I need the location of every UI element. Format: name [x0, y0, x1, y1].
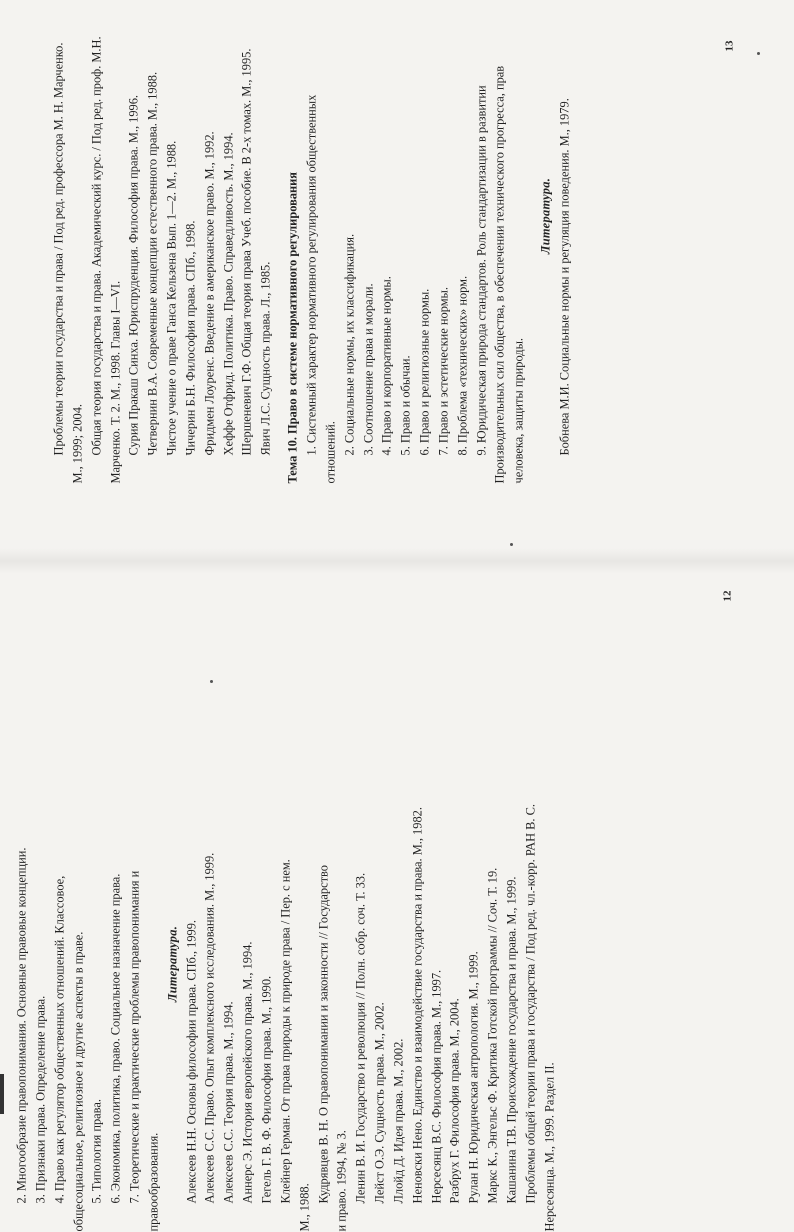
text-line: Лейст О.Э. Сущность права. М., 2002.: [371, 697, 390, 1232]
text-line: Аннерс Э. История европейского права. М., 1994.: [239, 697, 258, 1232]
literature-heading: Литература.: [163, 697, 182, 1232]
text-line: Алексеев Н.Н. Основы философии права. СПб., 1999.: [182, 697, 201, 1232]
text-line: Сурия Пракаш Синха. Юриспруденция. Философия права. М., 1996.: [125, 0, 144, 484]
spacer: [276, 0, 284, 484]
text-line: Ллойд Д. Идея права. М., 2002.: [389, 697, 408, 1232]
text-line: человека, защиты природы.: [510, 0, 529, 484]
scan-speck: [510, 543, 513, 546]
page-number-right: 13: [724, 41, 736, 52]
text-line: Чистое учение о праве Ганса Кельзена Вып. 1—2. М., 1988.: [163, 0, 182, 484]
right-page-text: [50, 0, 794, 484]
text-line: Четвернин В.А. Современные концепции естественного права. М., 1988.: [144, 0, 163, 484]
text-line: Алексеев С.С. Право. Опыт комплексного исследования. М., 1999.: [201, 697, 220, 1232]
text-line: Проблемы общей теории права и государства / Под ред. чл.-корр. РАН В. С.: [521, 697, 540, 1232]
text-line: 6. Право и религиозные нормы.: [416, 0, 435, 484]
text-line: М., 1988.: [295, 697, 314, 1232]
text-line: 5. Типология права.: [88, 697, 107, 1232]
page-number-left: 12: [722, 591, 734, 602]
text-line: Нерсесянца. М., 1999. Раздел II.: [540, 697, 559, 1232]
scan-edge-mark: [0, 1074, 4, 1114]
spacer: [529, 0, 537, 484]
text-line: Гегель Г. В. Ф. Философия права. М., 1990.: [257, 697, 276, 1232]
scan-speck: [210, 680, 213, 683]
literature-heading: Литература.: [537, 0, 556, 484]
text-line: 4. Право и корпоративные нормы.: [378, 0, 397, 484]
text-line: Марченко. Т. 2. М., 1998. Главы I—VI.: [106, 0, 125, 484]
text-line: 2. Многообразие правопонимания. Основные правовые концепции.: [13, 697, 32, 1232]
text-line: Кудрявцев В. Н. О правопонимании и законности // Государство: [314, 697, 333, 1232]
left-page-text: [13, 697, 793, 1232]
topic-heading: Тема 10. Право в системе нормативного регулирования: [284, 0, 303, 484]
text-line: Кашанина Т.В. Происхождение государства и права. М., 1999.: [502, 697, 521, 1232]
text-line: Явич Л.С. Сущность права. Л., 1985.: [257, 0, 276, 484]
text-line: правообразования.: [144, 697, 163, 1232]
text-line: 4. Право как регулятор общественных отношений. Классовое,: [50, 697, 69, 1232]
text-line: 5. Право и обычаи.: [397, 0, 416, 484]
text-line: 7. Право и эстетические нормы.: [434, 0, 453, 484]
text-line: Шершеневич Г.Ф. Общая теория права Учеб. пособие. В 2-х томах. М., 1995.: [238, 0, 257, 484]
text-line: Чичерин Б.Н. Философия права. СПб., 1998.: [181, 0, 200, 484]
text-line: Рулан Н. Юридическая антропология. М., 1999.: [465, 697, 484, 1232]
text-line: М., 1999; 2004.: [68, 0, 87, 484]
text-line: 8. Проблема «технических» норм.: [453, 0, 472, 484]
text-line: 7. Теоретические и практические проблемы правопонимания и: [126, 697, 145, 1232]
text-line: 3. Соотношение права и морали.: [359, 0, 378, 484]
text-line: Проблемы теории государства и права / Под ред. профессора М. Н. Марченко.: [50, 0, 69, 484]
text-line: Фридмен Лоуренс. Введение в американское право. М., 1992.: [200, 0, 219, 484]
text-line: Общая теория государства и права. Академический курс. / Под ред. проф. М.Н.: [87, 0, 106, 484]
text-line: Ленин В. И. Государство и революция // Полн. собр. соч. Т. 33.: [352, 697, 371, 1232]
text-line: отношений.: [321, 0, 340, 484]
text-line: и право. 1994, № 3.: [333, 697, 352, 1232]
text-line: Разбрух Г. Философия права. М., 2004.: [446, 697, 465, 1232]
text-line: Хеффе Отфрид. Политика. Право. Справедливость. М., 1994.: [219, 0, 238, 484]
text-line: Клейнер Герман. От права природы к природе права / Пер. с нем.: [276, 697, 295, 1232]
text-line: 2. Социальные нормы, их классификация.: [340, 0, 359, 484]
text-line: Производительных сил общества, в обеспечении технического прогресса, прав: [491, 0, 510, 484]
text-line: Бобнева М.И. Социальные нормы и регуляция поведения. М., 1979.: [555, 0, 574, 484]
text-line: 3. Признаки права. Определение права.: [31, 697, 50, 1232]
page-fold-shadow: [0, 548, 794, 574]
text-line: 1. Системный характер нормативного регулирования общественных: [302, 0, 321, 484]
text-line: 6. Экономика, политика, право. Социальное назначение права.: [107, 697, 126, 1232]
text-line: 9. Юридическая природа стандартов. Роль стандартизации в развитии: [472, 0, 491, 484]
text-line: Неновски Нено. Единство и взаимодействие государства и права. М., 1982.: [408, 697, 427, 1232]
text-line: общесоциальное, религиозное и другие аспекты в праве.: [69, 697, 88, 1232]
text-line: Маркс К., Энгельс Ф. Критика Готской программы // Соч. Т. 19.: [484, 697, 503, 1232]
text-line: Нерсесянц В.С. Философия права. М., 1997.: [427, 697, 446, 1232]
text-line: Алексеев С.С. Теория права. М., 1994.: [220, 697, 239, 1232]
